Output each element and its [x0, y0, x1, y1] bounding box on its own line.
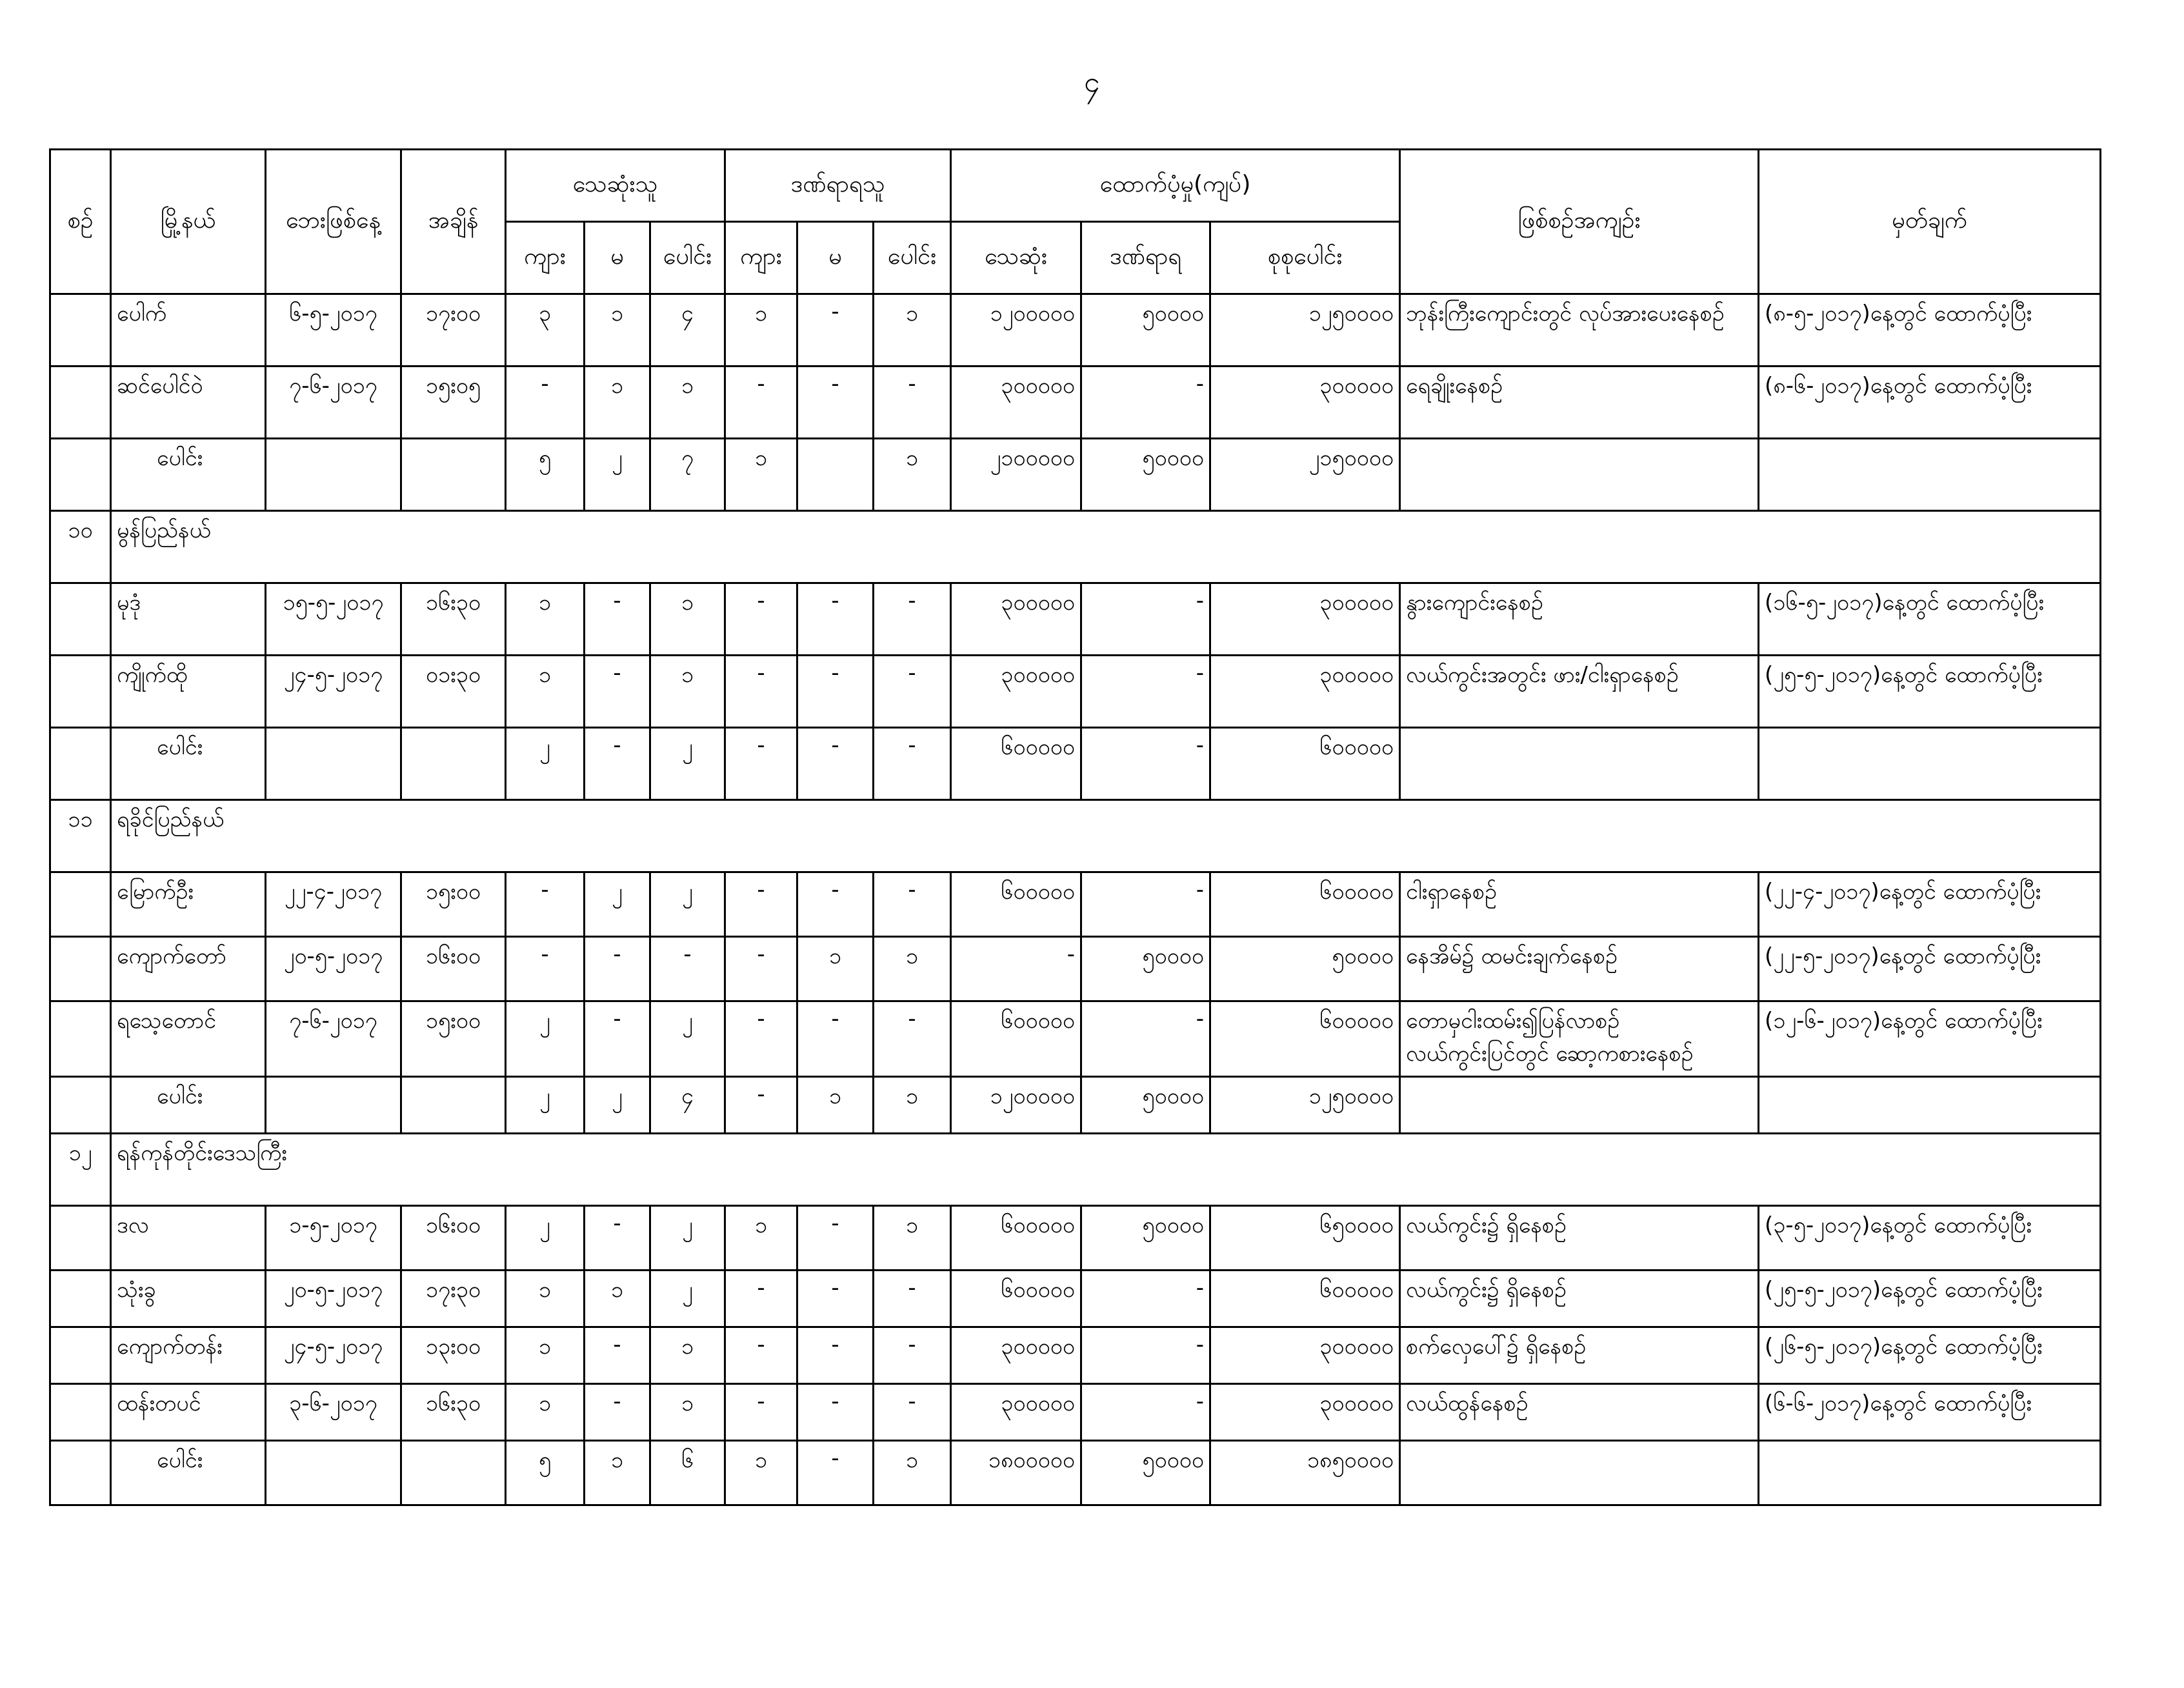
table-cell: - — [797, 583, 874, 656]
table-cell: ၁ — [874, 439, 951, 511]
table-cell: ၂ — [650, 1271, 725, 1327]
table-cell: ၁ — [506, 1271, 585, 1327]
table-cell: ၁ — [874, 1441, 951, 1505]
table-cell: ဆင်ပေါင်ဝဲ — [111, 367, 266, 439]
table-cell: - — [797, 1441, 874, 1505]
table-cell: - — [874, 728, 951, 800]
table-cell: ၂ — [650, 1206, 725, 1271]
table-cell: ၀၁း၃၀ — [401, 656, 506, 728]
table-cell: - — [797, 1206, 874, 1271]
table-cell: ၆ — [650, 1441, 725, 1505]
table-cell: - — [585, 656, 650, 728]
table-row — [50, 1327, 2101, 1384]
table-cell: - — [1081, 656, 1210, 728]
table-cell: - — [506, 872, 585, 937]
table-cell: ၆၀၀၀၀၀ — [1210, 728, 1400, 800]
table-cell: - — [506, 937, 585, 1001]
header-dead-male: ကျား — [506, 222, 585, 294]
table-cell: ၇-၆-၂၀၁၇ — [266, 367, 401, 439]
table-cell: - — [585, 728, 650, 800]
table-cell: ရသေ့တောင် — [111, 1001, 266, 1077]
table-cell: ၁၈၀၀၀၀၀ — [951, 1441, 1081, 1505]
table-cell: - — [585, 583, 650, 656]
region-number: ၁၂ — [50, 1134, 111, 1206]
table-cell: ၁ — [506, 1327, 585, 1384]
table-cell: ၁ — [797, 937, 874, 1001]
header-support-total: စုစုပေါင်း — [1210, 222, 1400, 294]
table-cell: မြောက်ဦး — [111, 872, 266, 937]
lightning-casualty-table — [49, 148, 2101, 1506]
table-cell: ၃၀၀၀၀၀ — [951, 1384, 1081, 1441]
table-cell: သုံးခွ — [111, 1271, 266, 1327]
table-cell: လယ်ကွင်း၌ ရှိနေစဉ် — [1400, 1206, 1759, 1271]
table-cell — [50, 1271, 111, 1327]
table-cell: မုဒုံ — [111, 583, 266, 656]
header-dead: သေဆုံးသူ — [506, 150, 725, 222]
table-cell: - — [1081, 583, 1210, 656]
region-row — [50, 800, 2101, 872]
table-cell: ကျောက်တော် — [111, 937, 266, 1001]
table-cell: - — [874, 1001, 951, 1077]
table-cell: ၂ — [585, 1077, 650, 1134]
table-cell: ၁ — [650, 1384, 725, 1441]
table-cell: ၂ — [585, 872, 650, 937]
table-cell: ၁၂၅၀၀၀၀ — [1210, 1077, 1400, 1134]
table-cell: - — [725, 728, 797, 800]
table-cell: ၆-၅-၂၀၁၇ — [266, 294, 401, 367]
table-cell: ၃၀၀၀၀၀ — [951, 583, 1081, 656]
table-cell: ၄ — [650, 1077, 725, 1134]
table-cell: - — [725, 367, 797, 439]
table-cell: ၅၀၀၀၀ — [1081, 439, 1210, 511]
table-cell — [50, 439, 111, 511]
table-cell: - — [797, 1327, 874, 1384]
table-cell: ၁ — [725, 1441, 797, 1505]
table-cell — [401, 1077, 506, 1134]
table-cell: - — [1081, 1384, 1210, 1441]
table-cell: - — [585, 1384, 650, 1441]
cause-line: လယ်ကွင်းပြင်တွင် ဆော့ကစားနေစဉ် — [1406, 1041, 1694, 1067]
table-cell — [50, 1001, 111, 1077]
header-injured-male: ကျား — [725, 222, 797, 294]
table-cell — [50, 583, 111, 656]
table-cell — [1759, 1441, 2101, 1505]
table-cell: ၃-၆-၂၀၁၇ — [266, 1384, 401, 1441]
table-cell — [50, 728, 111, 800]
table-cell: - — [1081, 367, 1210, 439]
table-cell: - — [874, 872, 951, 937]
page-number: ၄ — [1084, 66, 1100, 99]
table-cell — [797, 439, 874, 511]
table-cell: ကျောက်တန်း — [111, 1327, 266, 1384]
table-cell: ၂၁၅၀၀၀၀ — [1210, 439, 1400, 511]
table-cell: ၁ — [506, 1384, 585, 1441]
table-row — [50, 1271, 2101, 1327]
table-cell: - — [725, 1271, 797, 1327]
table-cell: ၁ — [585, 294, 650, 367]
table-cell: ၁ — [874, 294, 951, 367]
table-cell: ၁၆း၃၀ — [401, 1384, 506, 1441]
table-cell: ၅၀၀၀၀ — [1081, 1206, 1210, 1271]
table-cell: ၅၀၀၀၀ — [1081, 937, 1210, 1001]
table-cell — [1400, 1001, 1759, 1077]
table-cell: ၁၇း၃၀ — [401, 1271, 506, 1327]
table-cell: - — [797, 294, 874, 367]
header-row-main — [50, 150, 2101, 222]
table-cell — [50, 1327, 111, 1384]
table-cell: ၂၀-၅-၂၀၁၇ — [266, 1271, 401, 1327]
table-row — [50, 367, 2101, 439]
header-injured-female: မ — [797, 222, 874, 294]
table-row — [50, 656, 2101, 728]
table-cell: ၁ — [725, 294, 797, 367]
table-cell: ၁၅း၀၀ — [401, 872, 506, 937]
table-cell — [50, 1206, 111, 1271]
table-cell: (၁၆-၅-၂၀၁၇)နေ့တွင် ထောက်ပံ့ပြီး — [1759, 583, 2101, 656]
table-cell: ၅၀၀၀၀ — [1081, 294, 1210, 367]
table-row — [50, 1001, 2101, 1077]
table-cell: ၆၅၀၀၀၀ — [1210, 1206, 1400, 1271]
table-cell: ရေချိုးနေစဉ် — [1400, 367, 1759, 439]
table-cell: ၆၀၀၀၀၀ — [1210, 1271, 1400, 1327]
table-body — [50, 294, 2101, 1505]
table-cell: (၈-၆-၂၀၁၇)နေ့တွင် ထောက်ပံ့ပြီး — [1759, 367, 2101, 439]
table-cell: - — [1081, 728, 1210, 800]
table-cell: ၃၀၀၀၀၀ — [1210, 367, 1400, 439]
table-cell: ၇ — [650, 439, 725, 511]
table-cell: - — [874, 367, 951, 439]
table-cell: - — [797, 1001, 874, 1077]
table-cell: ၁ — [874, 937, 951, 1001]
table-cell: - — [874, 1384, 951, 1441]
table-cell: ၂ — [650, 728, 725, 800]
table-cell: - — [725, 1077, 797, 1134]
table-cell: - — [797, 656, 874, 728]
table-cell: ၁၅း၀၅ — [401, 367, 506, 439]
table-cell: လယ်ကွင်းအတွင်း ဖား/ငါးရှာနေစဉ် — [1400, 656, 1759, 728]
table-cell: - — [585, 1327, 650, 1384]
table-cell: ၆၀၀၀၀၀ — [951, 872, 1081, 937]
cause-line: တောမှငါးထမ်း၍ပြန်လာစဉ် — [1406, 1008, 1620, 1034]
table-cell: (၂၆-၅-၂၀၁၇)နေ့တွင် ထောက်ပံ့ပြီး — [1759, 1327, 2101, 1384]
subtotal-row — [50, 1077, 2101, 1134]
table-cell: နေအိမ်၌ ထမင်းချက်နေစဉ် — [1400, 937, 1759, 1001]
table-cell: (၂၅-၅-၂၀၁၇)နေ့တွင် ထောက်ပံ့ပြီး — [1759, 1271, 2101, 1327]
table-cell: ၁ — [585, 367, 650, 439]
table-cell: ၇-၆-၂၀၁၇ — [266, 1001, 401, 1077]
table-cell: ၂ — [585, 439, 650, 511]
header-injured: ဒဏ်ရာရသူ — [725, 150, 951, 222]
region-name: မွန်ပြည်နယ် — [111, 511, 2101, 583]
table-cell — [1759, 1077, 2101, 1134]
table-cell: ၁ — [650, 656, 725, 728]
table-row — [50, 937, 2101, 1001]
table-cell: (၈-၅-၂၀၁၇)နေ့တွင် ထောက်ပံ့ပြီး — [1759, 294, 2101, 367]
table-cell: ၂၀-၅-၂၀၁၇ — [266, 937, 401, 1001]
table-cell — [50, 367, 111, 439]
table-cell: ၁ — [506, 583, 585, 656]
table-cell: ၆၀၀၀၀၀ — [951, 728, 1081, 800]
table-cell: ထန်းတပင် — [111, 1384, 266, 1441]
table-cell: ၂၄-၅-၂၀၁၇ — [266, 1327, 401, 1384]
table-cell: - — [725, 937, 797, 1001]
table-cell — [1400, 1077, 1759, 1134]
table-cell: - — [585, 937, 650, 1001]
header-no: စဉ် — [50, 150, 111, 294]
table-cell: နွားကျောင်းနေစဉ် — [1400, 583, 1759, 656]
table-cell: ၁၂၀၀၀၀၀ — [951, 294, 1081, 367]
table-cell: - — [725, 872, 797, 937]
table-cell: ၁၇း၀၀ — [401, 294, 506, 367]
header-time: အချိန် — [401, 150, 506, 294]
table-cell: ၂ — [650, 1001, 725, 1077]
table-cell: ၂ — [650, 872, 725, 937]
table-cell: - — [874, 656, 951, 728]
table-cell — [1400, 728, 1759, 800]
table-cell: ၁ — [797, 1077, 874, 1134]
table-cell: ငါးရှာနေစဉ် — [1400, 872, 1759, 937]
table-cell: ၂၄-၅-၂၀၁၇ — [266, 656, 401, 728]
table-cell: လယ်ကွင်း၌ ရှိနေစဉ် — [1400, 1271, 1759, 1327]
header-cause: ဖြစ်စဉ်အကျဉ်း — [1400, 150, 1759, 294]
header-support-injured: ဒဏ်ရာရ — [1081, 222, 1210, 294]
table-cell: ဒလ — [111, 1206, 266, 1271]
table-cell: - — [725, 1001, 797, 1077]
region-row — [50, 1134, 2101, 1206]
table-cell: ၆၀၀၀၀၀ — [1210, 1001, 1400, 1077]
table-cell: - — [1081, 1327, 1210, 1384]
table-cell — [50, 656, 111, 728]
table-cell: ၁၈၅၀၀၀၀ — [1210, 1441, 1400, 1505]
table-cell: ၁ — [650, 1327, 725, 1384]
table-cell: - — [585, 1001, 650, 1077]
table-cell: ၁-၅-၂၀၁၇ — [266, 1206, 401, 1271]
region-name: ရခိုင်ပြည်နယ် — [111, 800, 2101, 872]
table-cell: - — [585, 1206, 650, 1271]
table-cell — [1759, 728, 2101, 800]
table-cell: ၂ — [506, 1077, 585, 1134]
table-cell — [50, 1441, 111, 1505]
table-cell: ၆၀၀၀၀၀ — [951, 1271, 1081, 1327]
region-number: ၁၁ — [50, 800, 111, 872]
table-cell: ၁ — [585, 1271, 650, 1327]
table-row — [50, 1206, 2101, 1271]
table-cell: (၂၂-၄-၂၀၁၇)နေ့တွင် ထောက်ပံ့ပြီး — [1759, 872, 2101, 937]
table-cell: - — [725, 656, 797, 728]
table-cell — [401, 439, 506, 511]
table-cell: ၁၅း၀၀ — [401, 1001, 506, 1077]
table-cell: (၃-၅-၂၀၁၇)နေ့တွင် ထောက်ပံ့ပြီး — [1759, 1206, 2101, 1271]
table-cell: ၂၂-၄-၂၀၁၇ — [266, 872, 401, 937]
table-cell: ၁ — [725, 439, 797, 511]
region-number: ၁၀ — [50, 511, 111, 583]
table-cell: - — [797, 728, 874, 800]
table-cell: - — [951, 937, 1081, 1001]
table-cell: - — [1081, 872, 1210, 937]
table-cell: - — [1081, 1271, 1210, 1327]
table-cell: ၅ — [506, 1441, 585, 1505]
table-cell: - — [1081, 1001, 1210, 1077]
table-cell: ၁ — [650, 367, 725, 439]
table-cell: ၅၀၀၀၀ — [1210, 937, 1400, 1001]
table-cell: - — [874, 1327, 951, 1384]
region-row — [50, 511, 2101, 583]
table-cell: ၃၀၀၀၀၀ — [1210, 1384, 1400, 1441]
table-cell: - — [725, 1327, 797, 1384]
table-cell: ၃၀၀၀၀၀ — [951, 367, 1081, 439]
table-cell — [1759, 439, 2101, 511]
table-cell — [50, 1384, 111, 1441]
table-row — [50, 294, 2101, 367]
table-cell — [50, 872, 111, 937]
table-cell: - — [874, 583, 951, 656]
table-cell: (၂၅-၅-၂၀၁၇)နေ့တွင် ထောက်ပံ့ပြီး — [1759, 656, 2101, 728]
table-cell: ၆၀၀၀၀၀ — [1210, 872, 1400, 937]
table-cell: ၄ — [650, 294, 725, 367]
subtotal-row — [50, 1441, 2101, 1505]
table-cell — [50, 294, 111, 367]
table-cell: ပေါင်း — [111, 728, 266, 800]
table-cell: ကျိုက်ထို — [111, 656, 266, 728]
table-cell: ၁ — [650, 583, 725, 656]
header-dead-female: မ — [585, 222, 650, 294]
header-support: ထောက်ပံ့မှု(ကျပ်) — [951, 150, 1400, 222]
table-cell — [266, 439, 401, 511]
table-cell: ၅၀၀၀၀ — [1081, 1077, 1210, 1134]
header-township: မြို့နယ် — [111, 150, 266, 294]
table-cell: ၁ — [874, 1077, 951, 1134]
table-cell: ၁ — [874, 1206, 951, 1271]
table-cell: ၁၆း၀၀ — [401, 937, 506, 1001]
table-cell: ၂ — [506, 1001, 585, 1077]
table-cell: ပေါင်း — [111, 1441, 266, 1505]
table-cell — [1400, 439, 1759, 511]
table-cell: ၃၀၀၀၀၀ — [1210, 583, 1400, 656]
table-cell: လယ်ထွန်နေစဉ် — [1400, 1384, 1759, 1441]
table-cell — [266, 728, 401, 800]
table-cell: ၃၀၀၀၀၀ — [951, 656, 1081, 728]
table-row — [50, 1384, 2101, 1441]
table-cell — [50, 1077, 111, 1134]
table-cell: (၂၂-၅-၂၀၁၇)နေ့တွင် ထောက်ပံ့ပြီး — [1759, 937, 2101, 1001]
table-cell — [266, 1077, 401, 1134]
table-row — [50, 583, 2101, 656]
table-cell: ၁ — [725, 1206, 797, 1271]
table-cell: ၁၅-၅-၂၀၁၇ — [266, 583, 401, 656]
table-cell: - — [797, 1384, 874, 1441]
table-cell: ၁ — [585, 1441, 650, 1505]
table-cell: စက်လှေပေါ်၌ ရှိနေစဉ် — [1400, 1327, 1759, 1384]
header-support-dead: သေဆုံး — [951, 222, 1081, 294]
table-cell: ၅ — [506, 439, 585, 511]
header-remarks: မှတ်ချက် — [1759, 150, 2101, 294]
table-cell: ၁၆း၃၀ — [401, 583, 506, 656]
table-row — [50, 872, 2101, 937]
table-cell: ၃၀၀၀၀၀ — [951, 1327, 1081, 1384]
table-cell — [401, 1441, 506, 1505]
table-cell: - — [725, 583, 797, 656]
table-cell: - — [797, 1271, 874, 1327]
table-cell: ၂ — [506, 1206, 585, 1271]
table-cell — [50, 937, 111, 1001]
table-cell: ၅၀၀၀၀ — [1081, 1441, 1210, 1505]
table-cell: ၁၂၀၀၀၀၀ — [951, 1077, 1081, 1134]
table-cell: - — [725, 1384, 797, 1441]
table-cell: ၃၀၀၀၀၀ — [1210, 656, 1400, 728]
table-cell: ၁၂၅၀၀၀၀ — [1210, 294, 1400, 367]
table-cell: ၁ — [506, 656, 585, 728]
table-cell — [1400, 1441, 1759, 1505]
table-cell: ၆၀၀၀၀၀ — [951, 1206, 1081, 1271]
table-cell: - — [797, 872, 874, 937]
table-cell — [401, 728, 506, 800]
region-name: ရန်ကုန်တိုင်းဒေသကြီး — [111, 1134, 2101, 1206]
table-cell: - — [874, 1271, 951, 1327]
subtotal-row — [50, 728, 2101, 800]
header-date: ဘေးဖြစ်နေ့ — [266, 150, 401, 294]
table-cell — [266, 1441, 401, 1505]
header-injured-total: ပေါင်း — [874, 222, 951, 294]
table-cell: - — [506, 367, 585, 439]
table-cell: ပေါင်း — [111, 439, 266, 511]
subtotal-row — [50, 439, 2101, 511]
table-cell: ၁၃း၀၀ — [401, 1327, 506, 1384]
table-cell: - — [650, 937, 725, 1001]
table-cell: ဘုန်းကြီးကျောင်းတွင် လုပ်အားပေးနေစဉ် — [1400, 294, 1759, 367]
table-cell: ၃ — [506, 294, 585, 367]
table-cell: ၂၁၀၀၀၀၀ — [951, 439, 1081, 511]
header-dead-total: ပေါင်း — [650, 222, 725, 294]
table-cell: ပေါင်း — [111, 1077, 266, 1134]
table-cell: (၁၂-၆-၂၀၁၇)နေ့တွင် ထောက်ပံ့ပြီး — [1759, 1001, 2101, 1077]
table-cell: ၁၆း၀၀ — [401, 1206, 506, 1271]
table-cell: ၆၀၀၀၀၀ — [951, 1001, 1081, 1077]
table-cell: ပေါက် — [111, 294, 266, 367]
table-cell: ၃၀၀၀၀၀ — [1210, 1327, 1400, 1384]
table-cell: (၆-၆-၂၀၁၇)နေ့တွင် ထောက်ပံ့ပြီး — [1759, 1384, 2101, 1441]
table-cell: ၂ — [506, 728, 585, 800]
table-cell: - — [797, 367, 874, 439]
